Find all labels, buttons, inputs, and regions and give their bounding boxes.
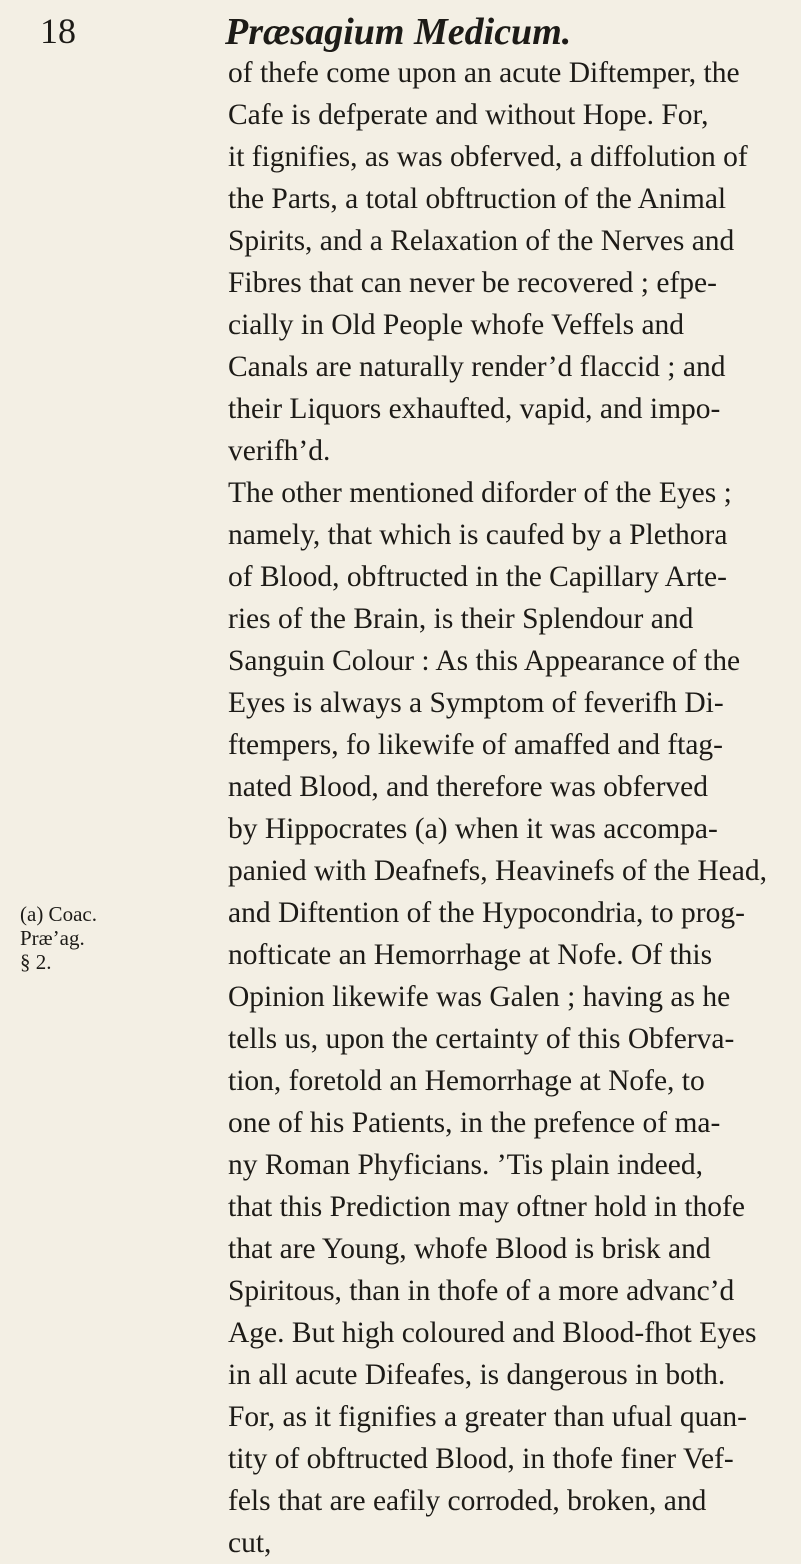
text-line: Sanguin Colour : As this Appearance of the <box>228 645 741 677</box>
text-line: of thefe come upon an acute Diftemper, the <box>228 57 740 89</box>
text-line: their Liquors exhaufted, vapid, and impo- <box>228 393 721 425</box>
text-line: tity of obftructed Blood, in thofe finer Vef- <box>228 1443 734 1475</box>
text-line: it fignifies, as was obferved, a diffolution of <box>228 141 748 173</box>
body-text <box>228 52 798 1564</box>
margin-note <box>20 902 170 974</box>
text-line: verifh’d. <box>228 435 331 467</box>
text-line: For, as it fignifies a greater than ufual quan- <box>228 1401 747 1433</box>
text-line: The other mentioned diforder of the Eyes ; <box>228 477 732 509</box>
text-line: Opinion likewife was Galen ; having as he <box>228 981 731 1013</box>
text-line: cut, <box>228 1527 272 1559</box>
text-line: cially in Old People whofe Veffels and <box>228 309 685 341</box>
text-line: Eyes is always a Symptom of feverifh Di- <box>228 687 724 719</box>
text-line: ny Roman Phyficians. ’Tis plain indeed, <box>228 1149 703 1181</box>
text-line: one of his Patients, in the prefence of ma- <box>228 1107 721 1139</box>
text-line: nofticate an Hemorrhage at Nofe. Of this <box>228 939 713 971</box>
text-line: tells us, upon the certainty of this Obferva- <box>228 1023 735 1055</box>
text-line: nated Blood, and therefore was obferved <box>228 771 709 803</box>
text-line: tion, foretold an Hemorrhage at Nofe, to <box>228 1065 705 1097</box>
text-line: of Blood, obftructed in the Capillary Arte- <box>228 561 727 593</box>
text-line: ftempers, fo likewife of amaffed and ftag- <box>228 729 724 761</box>
text-line: Age. But high coloured and Blood-fhot Eyes <box>228 1317 757 1349</box>
text-line: fels that are eafily corroded, broken, and <box>228 1485 707 1517</box>
text-line: Fibres that can never be recovered ; efpe- <box>228 267 717 299</box>
text-line: the Parts, a total obftruction of the Animal <box>228 183 727 215</box>
margin-note-line: § 2. <box>20 950 52 974</box>
text-line: by Hippocrates (a) when it was accompa- <box>228 813 718 845</box>
text-line: Spirits, and a Relaxation of the Nerves and <box>228 225 735 257</box>
text-line: ries of the Brain, is their Splendour and <box>228 603 694 635</box>
text-line: Cafe is defperate and without Hope. For, <box>228 99 709 131</box>
margin-note-line: Præ’ag. <box>20 926 85 950</box>
text-line: Spiritous, than in thofe of a more advanc’d <box>228 1275 735 1307</box>
text-line: that are Young, whofe Blood is brisk and <box>228 1233 711 1265</box>
text-line: Canals are naturally render’d flaccid ; and <box>228 351 726 383</box>
text-line: in all acute Difeafes, is dangerous in both. <box>228 1359 726 1391</box>
text-line: panied with Deafnefs, Heavinefs of the Head, <box>228 855 767 887</box>
page-number: 18 <box>40 11 76 51</box>
running-head: Præsagium Medicum. <box>225 11 572 53</box>
text-line: namely, that which is caufed by a Plethora <box>228 519 728 551</box>
margin-note-line: (a) Coac. <box>20 902 97 926</box>
text-line: and Diftention of the Hypocondria, to prog- <box>228 897 745 929</box>
text-line: that this Prediction may oftner hold in thofe <box>228 1191 745 1223</box>
